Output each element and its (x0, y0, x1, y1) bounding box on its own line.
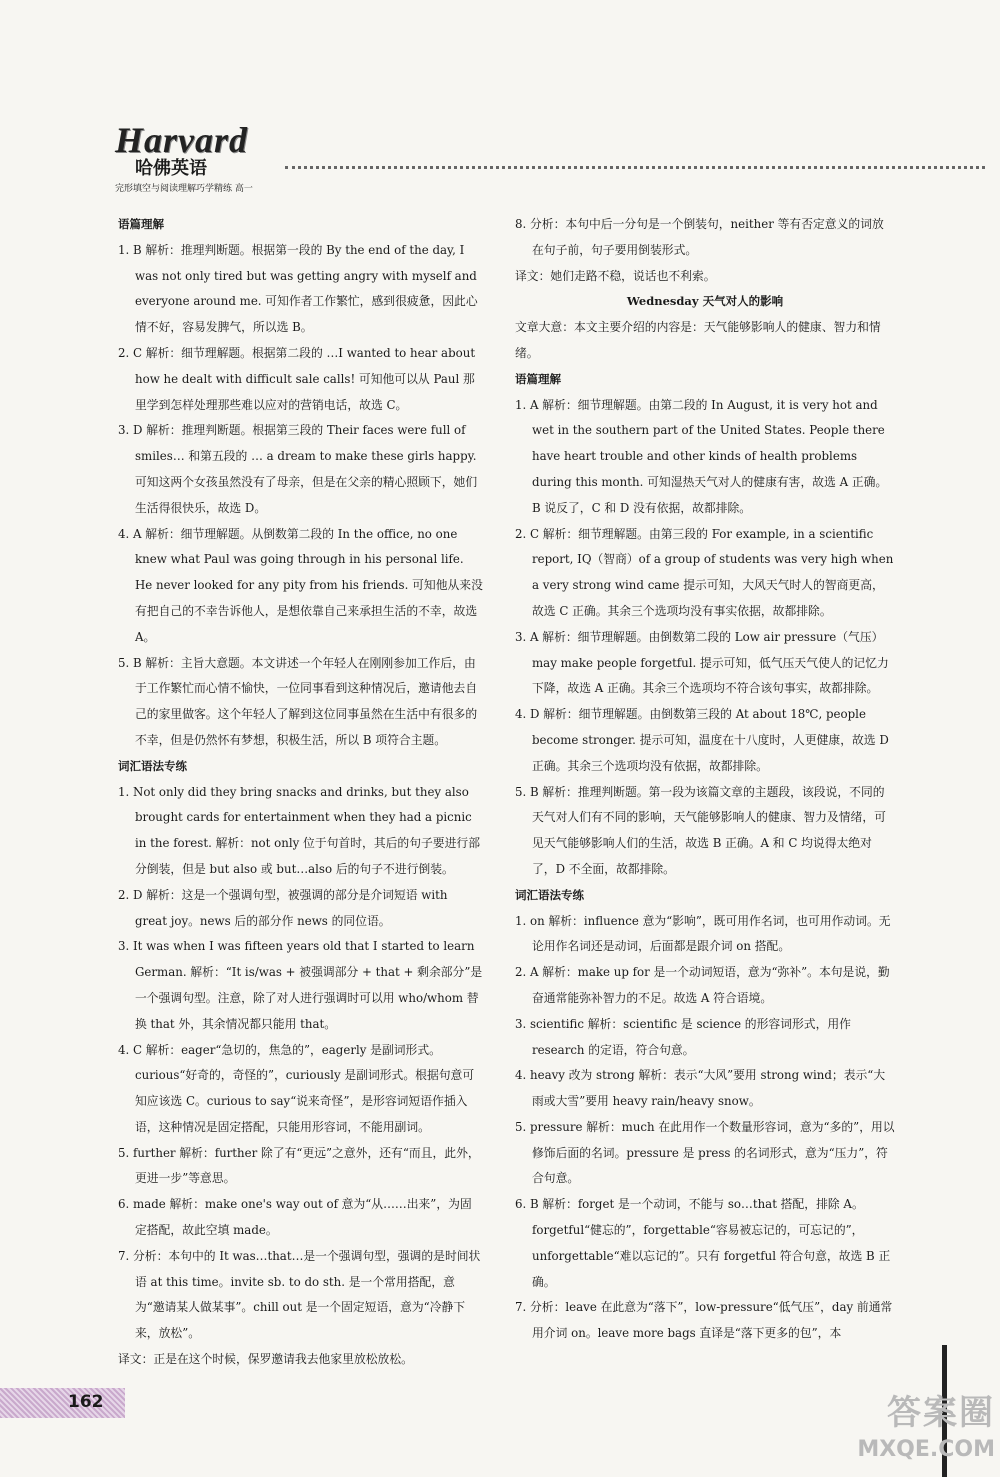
header-dotted-rule (285, 166, 985, 169)
answer-entry: 6. B 解析：forget 是一个动词，不能与 so…that 搭配，排除 A。forgetful“健忘的”，forgettable“容易被忘记的，可忘记的”，unforgettable“难以忘记的”。只有 forgetful 符合句意，故选 B 正确。 (515, 1197, 891, 1289)
answer-entry: 2. A 解析：make up for 是一个动词短语，意为“弥补”。本句是说，勤奋通常能弥补智力的不足。故选 A 符合语境。 (515, 965, 890, 1005)
answer-entry: 7. 分析：本句中的 It was…that…是一个强调句型，强调的是时间状语 at this time。invite sb. to do sth. 是一个常用搭配，意为“邀请某人做某事”。chill out 是一个固定短语，意为“冷静下来，放松”。 (118, 1248, 481, 1341)
answer-entry: 4. heavy 改为 strong 解析：表示“大风”要用 strong wind；表示“大雨或大雪”要用 heavy rain/heavy snow。 (515, 1068, 886, 1109)
answer-entry: 5. B 解析：推理判断题。第一段为该篇文章的主题段，该段说，不同的天气对人们有不同的影响，天气能够影响人的健康、智力及情绪，可见天气能够影响人们的生活，故选 B 正确。A 和 C 均说得太绝对了，D 不全面，故都排除。 (515, 784, 886, 876)
page-header (115, 122, 995, 200)
answer-entry: 3. A 解析：细节理解题。由倒数第二段的 Low air pressure（气压）may make people forgetful. 提示可知，低气压天气使人的记忆力下降，故选 A 正确。其余三个选项均不符合该句事实，故都排除。 (515, 629, 889, 696)
section-title: 语篇理解 (515, 371, 561, 386)
left-column (118, 212, 483, 1373)
translation-entry: 译文：她们走路不稳，说话也不利索。 (515, 268, 716, 283)
answer-entry: 3. It was when I was fifteen years old that I started to learn German. 解析：“It is/was + 被强调部分 + that + 剩余部分”是一个强调句型。注意，除了对人进行强调时可以用 who/whom 替换 that 外，其余情况都只能用 that。 (118, 939, 483, 1031)
page-number: 162 (68, 1392, 104, 1412)
section-title: 语篇理解 (118, 217, 164, 231)
harvard-logo (115, 122, 253, 195)
answer-entry: 3. scientific 解析：scientific 是 science 的形容词形式，用作 research 的定语，符合句意。 (515, 1016, 851, 1057)
answer-entry: 8. 分析：本句中后一分句是一个倒装句，neither 等有否定意义的词放在句子前，句子要用倒装形式。 (515, 217, 884, 257)
unit-title: Wednesday 天气对人的影响 (626, 294, 784, 309)
watermark-chinese: 答案圈 (887, 1393, 995, 1433)
answer-entry: 1. on 解析：influence 意为“影响”，既可用作名词，也可用作动词。无论用作名词还是动词，后面都是跟介词 on 搭配。 (515, 913, 891, 954)
section-title: 词汇语法专练 (515, 887, 584, 902)
answer-entry: 1. A 解析：细节理解题。由第二段的 In August, it is very hot and wet in the southern part of the United States. People there have heart trouble and other kinds of health problems during this month. 可知湿热天气对人的健康有害，故选 A 正确。B 说反了，C 和 D 没有依据，故都排除。 (515, 397, 888, 515)
book-subtitle: 完形填空与阅读理解巧学精练 高一 (115, 184, 253, 194)
article-summary: 文章大意：本文主要介绍的内容是：天气能够影响人的健康、智力和情绪。 (515, 320, 881, 360)
answer-entry: 1. Not only did they bring snacks and drinks, but they also brought cards for entertainment when they had a picnic in the forest. 解析：not only 位于句首时，其后的句子要进行部分倒装，但是 but also 或 but…also 后的句子不进行倒装。 (118, 784, 480, 876)
page-number-tab (0, 1388, 125, 1418)
answer-entry: 2. C 解析：细节理解题。根据第二段的 …I wanted to hear about how he dealt with difficult sale calls! 可知他可以从 Paul 那里学到怎样处理那些难以应对的营销电话，故选 C。 (118, 345, 476, 412)
answer-entry: 2. C 解析：细节理解题。由第三段的 For example, in a scientific report, IQ（智商）of a group of students was very high when a very strong wind came 提示可知，大风天气时人的智商更高，故选 C 正确。其余三个选项均没有事实依据，故都排除。 (515, 526, 894, 618)
logo-chinese: 哈佛英语 (135, 158, 207, 179)
right-column (515, 212, 895, 1347)
translation-entry: 译文：正是在这个时候，保罗邀请我去他家里放松放松。 (118, 1352, 413, 1367)
answer-entry: 4. A 解析：细节理解题。从倒数第二段的 In the office, no one knew what Paul was going through in his personal life. He never looked for any pity from his friends. 可知他从来没有把自己的不幸告诉他人，是想依靠自己来承担生活的不幸，故选 A。 (118, 526, 483, 644)
answer-entry: 3. D 解析：推理判断题。根据第三段的 Their faces were full of smiles… 和第五段的 … a dream to make these girls happy. 可知这两个女孩虽然没有了母亲，但是在父亲的精心照顾下，她们生活得很快乐，故选 D。 (118, 423, 478, 515)
answer-entry: 5. further 解析：further 除了有“更远”之意外，还有“而且，此外，更进一步”等意思。 (118, 1145, 480, 1186)
answer-entry: 5. pressure 解析：much 在此用作一个数量形容词，意为“多的”，用以修饰后面的名词。pressure 是 press 的名词形式，意为“压力”，符合句意。 (515, 1119, 895, 1186)
answer-entry: 1. B 解析：推理判断题。根据第一段的 By the end of the day, I was not only tired but was getting angry with myself and everyone around me. 可知作者工作繁忙，感到很疲惫，因此心情不好，容易发脾气，所以选 B。 (118, 242, 478, 335)
watermark-url: MXQE.COM (857, 1437, 995, 1462)
logo-english: Harvard (115, 120, 248, 160)
answer-entry: 4. C 解析：eager“急切的，焦急的”，eagerly 是副词形式。curious“好奇的，奇怪的”，curiously 是副词形式。根据句意可知应该选 C。curious to say“说来奇怪”，是形容词短语作插入语，这种情况是固定搭配，只能用形容词，不能用副词。 (118, 1042, 475, 1134)
answer-entry: 7. 分析：leave 在此意为“落下”，low-pressure“低气压”，day 前通常用介词 on。leave more bags 直译是“落下更多的包”，本 (515, 1300, 893, 1341)
answer-entry: 2. D 解析：这是一个强调句型，被强调的部分是介词短语 with great joy。news 后的部分作 news 的同位语。 (118, 887, 448, 928)
site-watermark (815, 1390, 995, 1475)
answer-entry: 6. made 解析：make one's way out of 意为“从……出来”，为固定搭配，故此空填 made。 (118, 1197, 472, 1238)
answer-entry: 4. D 解析：细节理解题。由倒数第三段的 At about 18℃, people become stronger. 提示可知，温度在十八度时，人更健康，故选 D 正确。其余三个选项均没有依据，故都排除。 (515, 707, 889, 773)
section-title: 词汇语法专练 (118, 758, 187, 773)
answer-entry: 5. B 解析：主旨大意题。本文讲述一个年轻人在刚刚参加工作后，由于工作繁忙而心情不愉快，一位同事看到这种情况后，邀请他去自己的家里做客。这个年轻人了解到这位同事虽然在生活中有很多的不幸，但是仍然怀有梦想，积极生活，所以 B 项符合主题。 (118, 655, 478, 747)
